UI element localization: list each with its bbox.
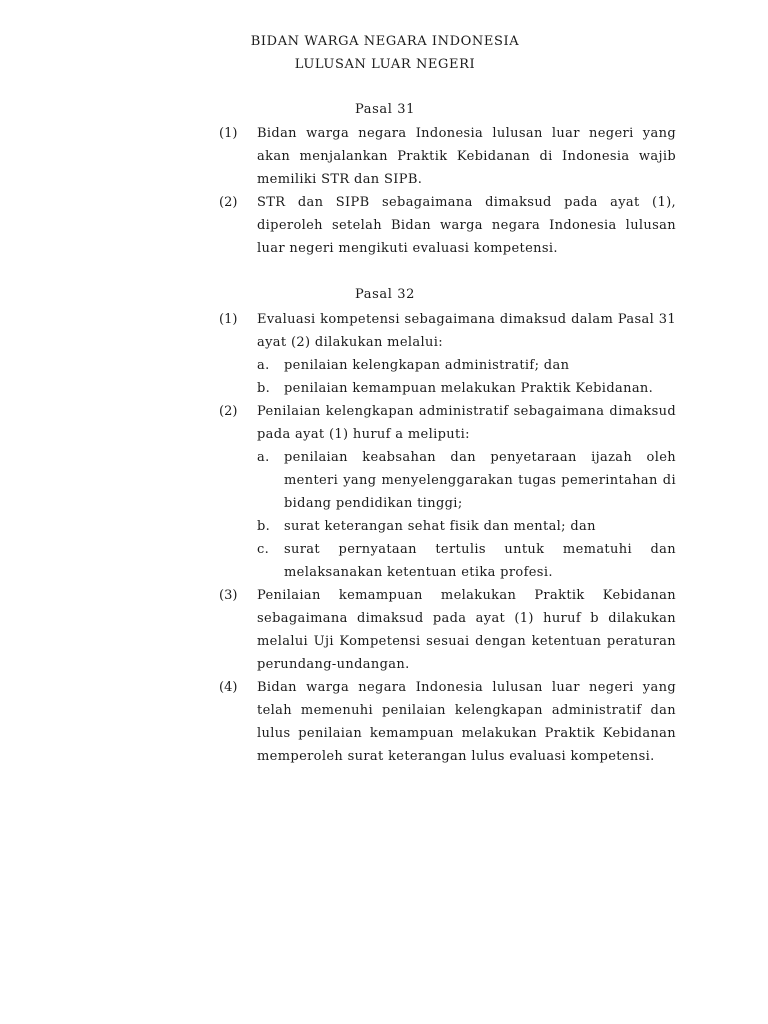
pasal-31-body — [219, 122, 676, 260]
huruf-text: penilaian keabsahan dan penyetaraan ijazah oleh menteri yang menyelenggarakan tugas pemerintahan di bidang pendidikan tinggi; — [284, 450, 676, 511]
huruf-text: penilaian kemampuan melakukan Praktik Kebidanan. — [284, 381, 654, 396]
huruf-text: penilaian kelengkapan administratif; dan — [284, 358, 570, 373]
ayat-number: (1) — [219, 126, 238, 141]
pasal-31-ayat-2 — [219, 191, 676, 260]
huruf-text: surat keterangan sehat fisik dan mental; dan — [284, 519, 596, 534]
document-title-line1: BIDAN WARGA NEGARA INDONESIA — [250, 34, 520, 49]
huruf-item — [257, 515, 676, 538]
ayat-text: Bidan warga negara Indonesia lulusan luar negeri yang telah memenuhi penilaian kelengkapan administratif dan lulus penilaian kemampuan melakukan Praktik Kebidanan memperoleh surat keterangan lulus evaluasi kompetensi. — [257, 680, 676, 764]
huruf-label: b. — [257, 519, 271, 534]
pasal-32-ayat-1 — [219, 308, 676, 400]
huruf-text: surat pernyataan tertulis untuk mematuhi dan melaksanakan ketentuan etika profesi. — [284, 542, 676, 580]
ayat-number: (3) — [219, 588, 238, 603]
pasal-32-ayat-4 — [219, 676, 676, 768]
ayat-content — [257, 308, 676, 400]
document-title-line2: LULUSAN LUAR NEGERI — [294, 57, 476, 72]
huruf-item — [257, 354, 676, 377]
huruf-label: a. — [257, 358, 270, 373]
ayat-text: Evaluasi kompetensi sebagaimana dimaksud dalam Pasal 31 ayat (2) dilakukan melalui: — [257, 312, 676, 350]
pasal-31-title: Pasal 31 — [355, 102, 415, 117]
huruf-item — [257, 446, 676, 515]
ayat-text: Penilaian kelengkapan administratif sebagaimana dimaksud pada ayat (1) huruf a meliputi: — [257, 404, 676, 442]
ayat-number: (1) — [219, 312, 238, 327]
ayat-text: Bidan warga negara Indonesia lulusan luar negeri yang akan menjalankan Praktik Kebidanan di Indonesia wajib memiliki STR dan SIPB. — [257, 126, 676, 187]
pasal-32-ayat-3 — [219, 584, 676, 676]
pasal-32-body — [219, 308, 676, 768]
pasal-31-ayat-1 — [219, 122, 676, 191]
ayat-number: (4) — [219, 680, 238, 695]
ayat-number: (2) — [219, 195, 238, 210]
huruf-item — [257, 538, 676, 584]
ayat-content — [257, 400, 676, 584]
pasal-32-title: Pasal 32 — [355, 287, 415, 302]
huruf-label: a. — [257, 450, 270, 465]
huruf-item — [257, 377, 676, 400]
ayat-text: Penilaian kemampuan melakukan Praktik Kebidanan sebagaimana dimaksud pada ayat (1) huruf b dilakukan melalui Uji Kompetensi sesuai dengan ketentuan peraturan perundang-undangan. — [257, 588, 676, 672]
huruf-label: c. — [257, 542, 270, 557]
ayat-text: STR dan SIPB sebagaimana dimaksud pada ayat (1), diperoleh setelah Bidan warga negara Indonesia lulusan luar negeri mengikuti evaluasi kompetensi. — [257, 195, 676, 256]
ayat-number: (2) — [219, 404, 238, 419]
huruf-label: b. — [257, 381, 271, 396]
pasal-32-ayat-2 — [219, 400, 676, 584]
